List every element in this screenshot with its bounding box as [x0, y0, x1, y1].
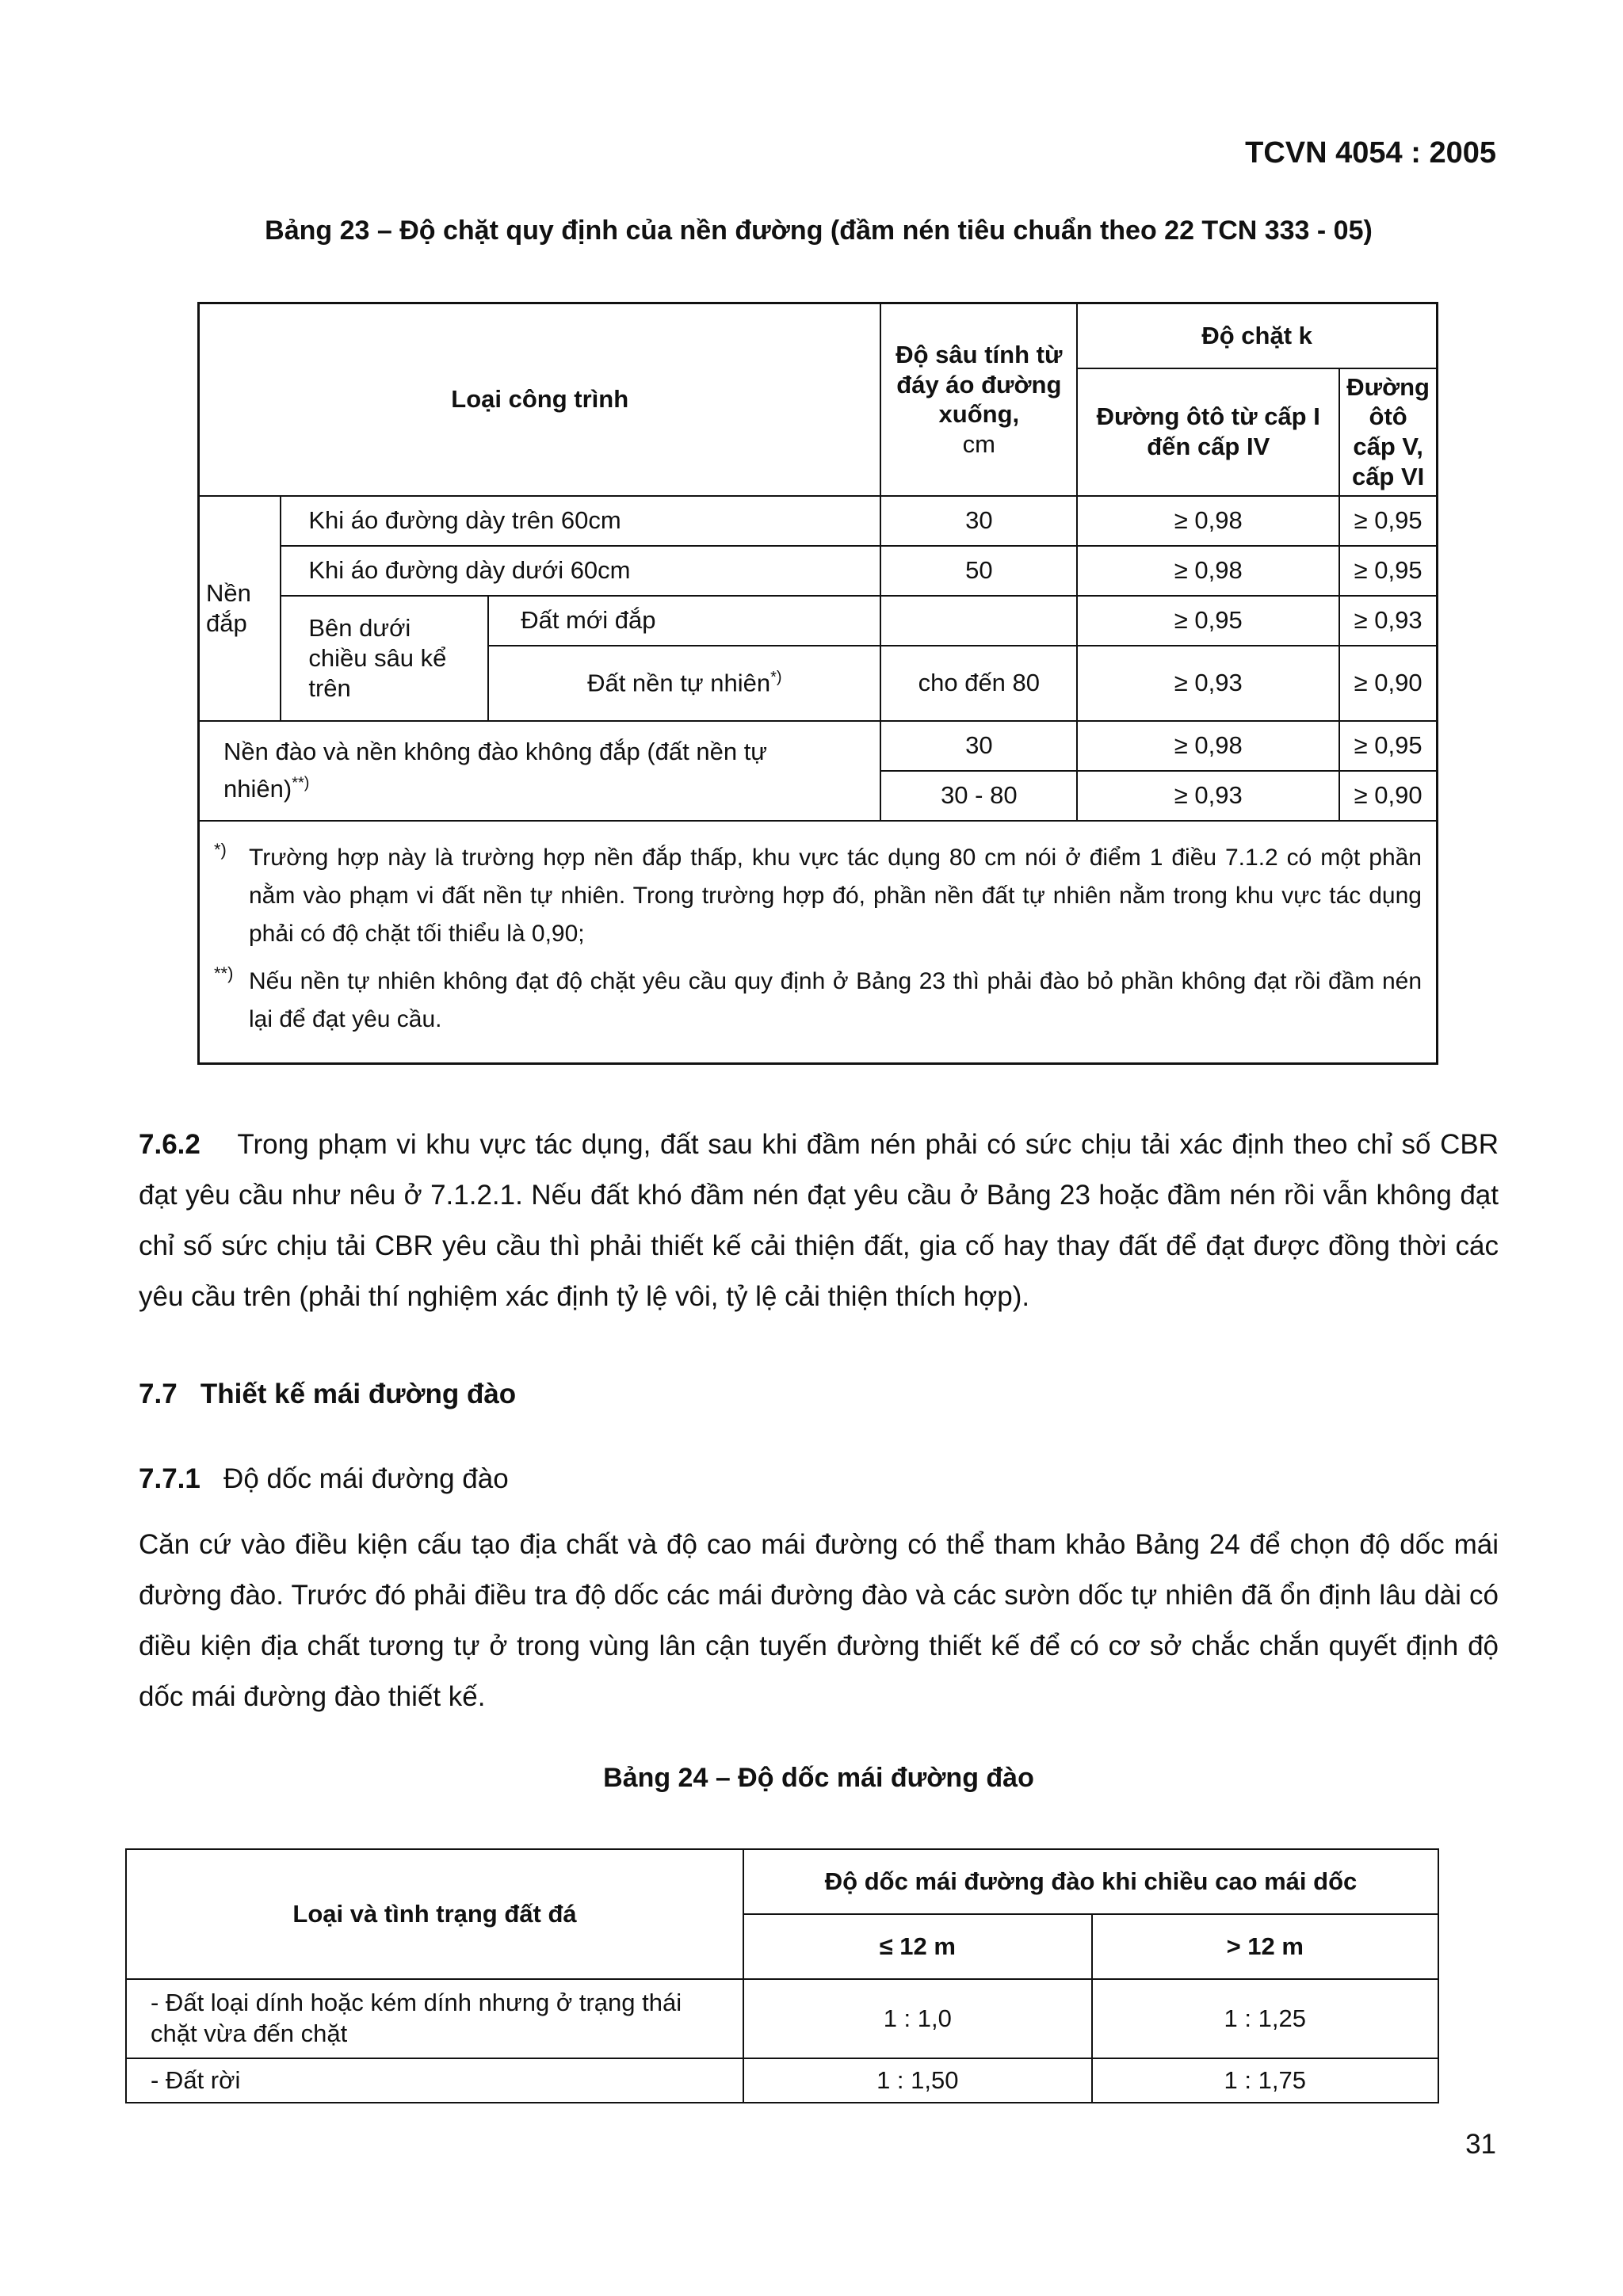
k-value: ≥ 0,90: [1339, 646, 1437, 721]
note-1: *) Trường hợp này là trường hợp nền đắp thấp, khu vực tác dụng 80 cm nói ở điểm 1 điều 7.1.2 có một phần nằm vào phạm vi đất nền tự nhiên. Trong trường hợp đó, phần nền đất tự nhiên nằm trong khu vực tác dụng phải có độ chặt tối thiểu là 0,90;: [214, 839, 1422, 947]
compaction-table: [197, 302, 1438, 1065]
soil-label: - Đất loại dính hoặc kém dính nhưng ở trạng thái chặt vừa đến chặt: [126, 1979, 743, 2058]
note-2: **) Nếu nền tự nhiên không đạt độ chặt yêu cầu quy định ở Bảng 23 thì phải đào bỏ phần không đạt rồi đầm nén lại để đạt yêu cầu.: [214, 963, 1422, 1032]
table23-caption: Bảng 23 – Độ chặt quy định của nền đường (đầm nén tiêu chuẩn theo 22 TCN 333 - 05): [265, 215, 1373, 246]
soil-label: - Đất rời: [126, 2058, 743, 2103]
fill-embankment-label: Nền đắp: [199, 496, 281, 721]
k-value: ≥ 0,95: [1339, 496, 1437, 546]
below-depth-label: Bên dưới chiều sâu kể trên: [281, 596, 488, 721]
header-slope: Độ dốc mái đường đào khi chiều cao mái dốc: [743, 1849, 1438, 1914]
header-le-12m: ≤ 12 m: [743, 1914, 1091, 1979]
slope-table: [125, 1848, 1439, 2103]
k-value: ≥ 0,95: [1077, 596, 1339, 646]
depth-value: 30 - 80: [880, 771, 1077, 821]
depth-value: cho đến 80: [880, 646, 1077, 721]
slope-value: 1 : 1,50: [743, 2058, 1091, 2103]
k-value: ≥ 0,95: [1339, 546, 1437, 596]
k-value: ≥ 0,93: [1339, 596, 1437, 646]
table-row: [126, 1979, 1438, 2058]
header-soil-type: Loại và tình trạng đất đá: [126, 1849, 743, 1979]
k-value: ≥ 0,90: [1339, 771, 1437, 821]
slope-value: 1 : 1,75: [1092, 2058, 1438, 2103]
table-row: [199, 496, 1438, 546]
table-row: [199, 596, 1438, 646]
document-code: TCVN 4054 : 2005: [1245, 136, 1496, 170]
section-7-6-2: 7.6.2 Trong phạm vi khu vực tác dụng, đất sau khi đầm nén phải có sức chịu tải xác định theo chỉ số CBR đạt yêu cầu như nêu ở 7.1.2.1. Nếu đất khó đầm nén đạt yêu cầu ở Bảng 23 hoặc đầm nén rồi vẫn không đạt chỉ số sức chịu tải CBR yêu cầu thì phải thiết kế cải thiện đất, gia cố hay thay đất để đạt được đồng thời các yêu cầu trên (phải thí nghiệm xác định tỷ lệ vôi, tỷ lệ cải thiện thích hợp).: [139, 1129, 1499, 1312]
row-label: Đất mới đắp: [488, 596, 880, 646]
table-row: [126, 2058, 1438, 2103]
paragraph-7-7-1: Căn cứ vào điều kiện cấu tạo địa chất và độ cao mái đường có thể tham khảo Bảng 24 để chọn độ dốc mái đường đào. Trước đó phải điều tra độ dốc các mái đường đào và các sườn dốc tự nhiên đã ổn định lâu dài có điều kiện địa chất tương tự ở trong vùng lân cận tuyến đường thiết kế để có cơ sở chắc chắn quyết định độ dốc mái đường đào thiết kế.: [139, 1529, 1499, 1712]
k-value: ≥ 0,98: [1077, 721, 1339, 771]
k-value: ≥ 0,98: [1077, 546, 1339, 596]
table-notes: [199, 821, 1438, 1064]
header-road-class-5-6: Đường ôtô cấp V, cấp VI: [1339, 368, 1437, 496]
table-row: [199, 721, 1438, 771]
k-value: ≥ 0,95: [1339, 721, 1437, 771]
section-7-7-1-heading: 7.7.1 Độ dốc mái đường đào: [139, 1463, 509, 1494]
row-label: Khi áo đường dày dưới 60cm: [281, 546, 880, 596]
depth-value: 30: [880, 721, 1077, 771]
k-value: ≥ 0,98: [1077, 496, 1339, 546]
depth-value: 50: [880, 546, 1077, 596]
slope-value: 1 : 1,0: [743, 1979, 1091, 2058]
table-row: [199, 546, 1438, 596]
section-7-7-heading: 7.7 Thiết kế mái đường đào: [139, 1379, 517, 1409]
k-value: ≥ 0,93: [1077, 646, 1339, 721]
header-compaction-k: Độ chặt k: [1077, 303, 1437, 368]
slope-value: 1 : 1,25: [1092, 1979, 1438, 2058]
page-number: 31: [1465, 2129, 1496, 2160]
header-depth: Độ sâu tính từ đáy áo đường xuống, cm: [880, 303, 1077, 496]
cut-label: Nền đào và nền không đào không đắp (đất nền tự nhiên)**): [199, 721, 881, 821]
row-label: Đất nền tự nhiên*): [488, 646, 880, 721]
depth-value: [880, 596, 1077, 646]
row-label: Khi áo đường dày trên 60cm: [281, 496, 880, 546]
header-road-class-1-4: Đường ôtô từ cấp I đến cấp IV: [1077, 368, 1339, 496]
header-construction-type: Loại công trình: [199, 303, 881, 496]
depth-value: 30: [880, 496, 1077, 546]
header-gt-12m: > 12 m: [1092, 1914, 1438, 1979]
k-value: ≥ 0,93: [1077, 771, 1339, 821]
table24-caption: Bảng 24 – Độ dốc mái đường đào: [603, 1763, 1034, 1793]
